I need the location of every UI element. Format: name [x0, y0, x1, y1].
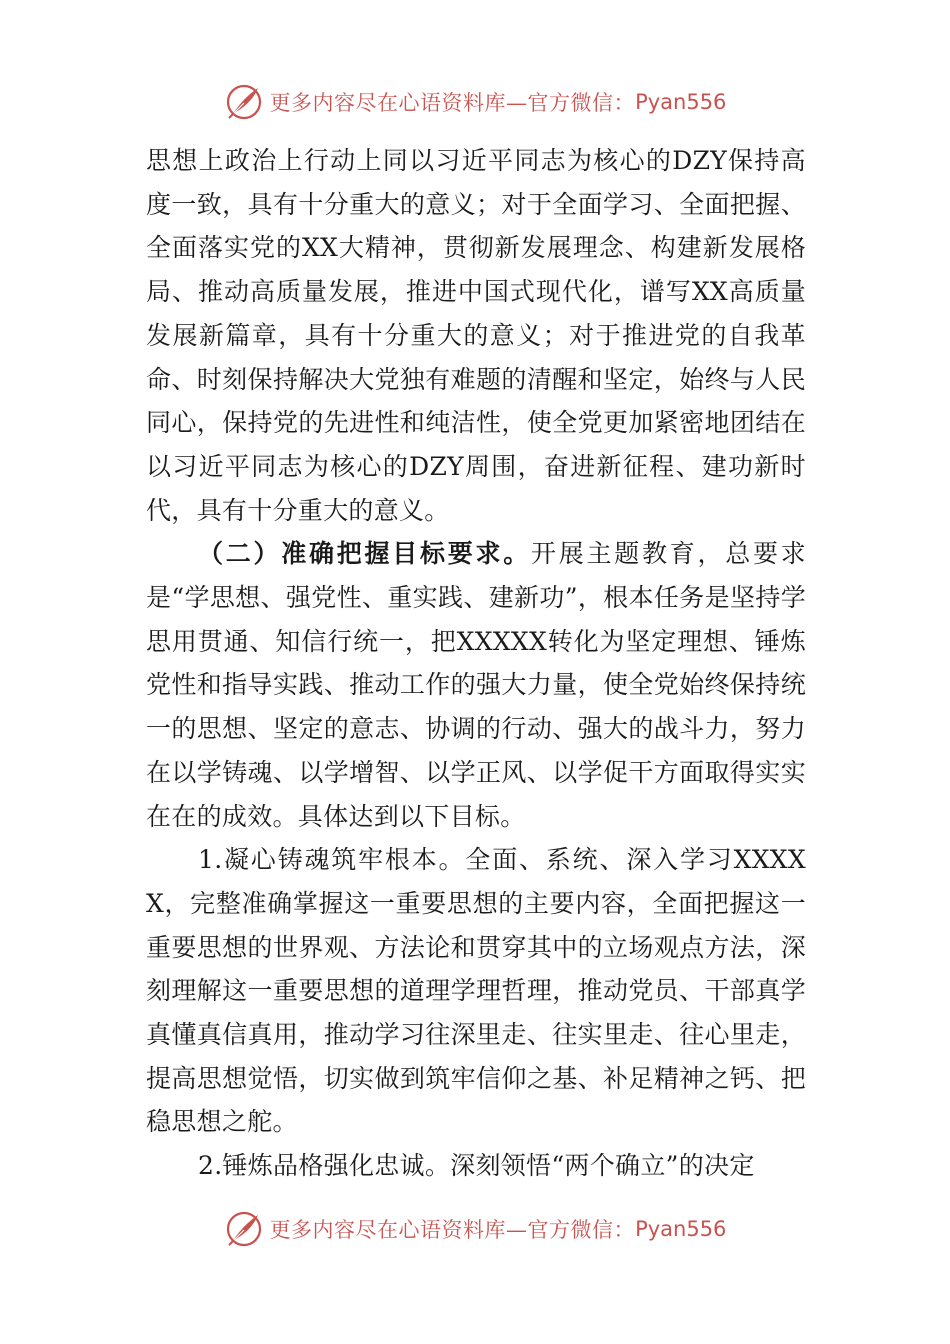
paragraph-3: 1.凝心铸魂筑牢根本。全面、系统、深入学习XXXXX，完整准确掌握这一重要思想的主要内容，全面把握这一重要思想的世界观、方法论和贯穿其中的立场观点方法，深刻理解这一重要思想的道理学理哲理，推动党员、干部真学真懂真信真用，推动学习往深里走、往实里走、往心里走，提高思想觉悟，切实做到筑牢信仰之基、补足精神之钙、把稳思想之舵。 — [146, 845, 806, 1137]
quill-pen-logo-icon — [224, 82, 264, 122]
section-heading: （二）准确把握目标要求。 — [198, 539, 531, 569]
header-banner — [0, 80, 950, 124]
quill-pen-logo-icon — [224, 1209, 264, 1249]
paragraph-2-text: 开展主题教育，总要求是“学思想、强党性、重实践、建新功”，根本任务是坚持学思用贯通、知信行统一，把XXXXX转化为坚定理想、锤炼党性和指导实践、推动工作的强大力量，使全党始终保持统一的思想、坚定的意志、协调的行动、强大的战斗力，努力在以学铸魂、以学增智、以学正风、以学促干方面取得实实在在的成效。具体达到以下目标。 — [146, 539, 806, 831]
footer-banner-text: 更多内容尽在心语资料库—官方微信： — [269, 1218, 636, 1242]
footer-banner-id: Pyan556 — [635, 1217, 727, 1241]
paragraph-1: 思想上政治上行动上同以习近平同志为核心的DZY保持高度一致，具有十分重大的意义；对于全面学习、全面把握、全面落实党的XX大精神，贯彻新发展理念、构建新发展格局、推动高质量发展，推进中国式现代化，谱写XX高质量发展新篇章，具有十分重大的意义；对于推进党的自我革命、时刻保持解决大党独有难题的清醒和坚定，始终与人民同心，保持党的先进性和纯洁性，使全党更加紧密地团结在以习近平同志为核心的DZY周围，奋进新征程、建功新时代，具有十分重大的意义。 — [146, 146, 806, 525]
footer-banner — [0, 1207, 950, 1251]
paragraph-2 — [146, 532, 806, 838]
header-banner-id: Pyan556 — [635, 90, 727, 114]
header-banner-text: 更多内容尽在心语资料库—官方微信： — [269, 91, 636, 115]
document-body — [146, 139, 806, 1188]
paragraph-4: 2.锤炼品格强化忠诚。深刻领悟“两个确立”的决定 — [198, 1151, 755, 1181]
